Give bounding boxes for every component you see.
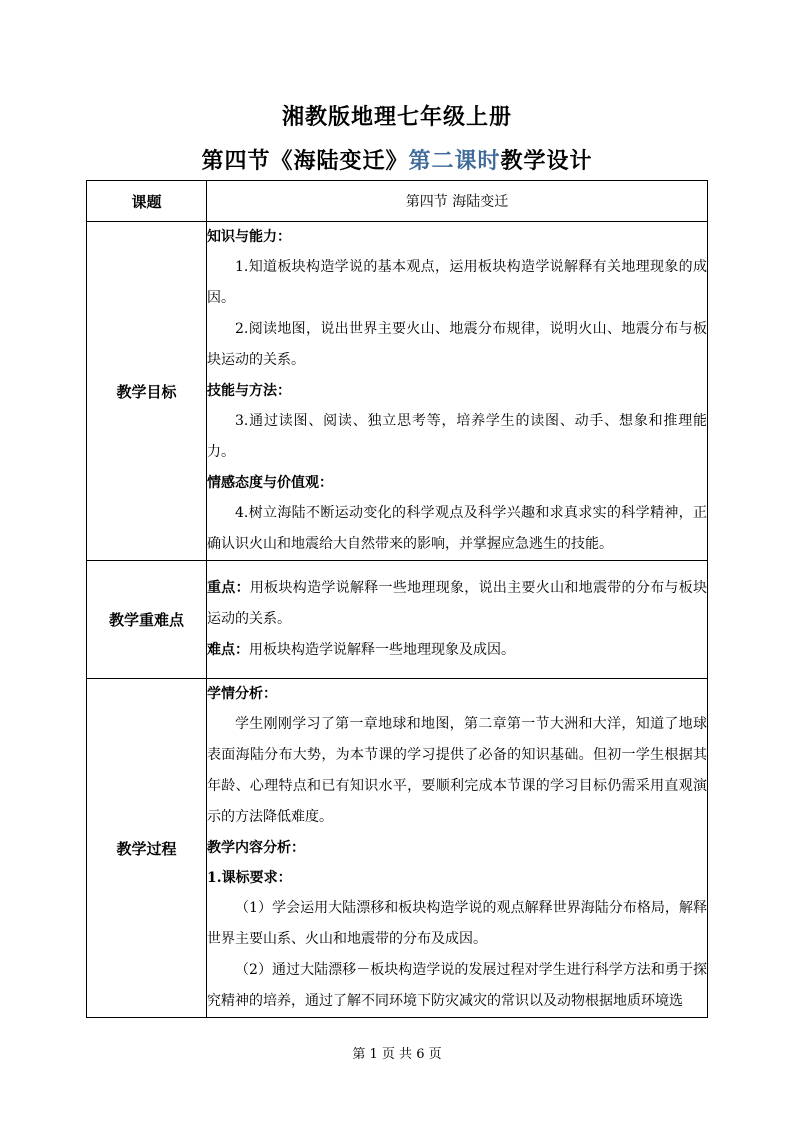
lesson-title	[0, 144, 794, 175]
key-point	[207, 573, 707, 635]
goals-heading-attitude: 情感态度与价值观：	[207, 475, 333, 491]
lesson-plan-table	[86, 180, 708, 1018]
goals-item-2: 2.阅读地图，说出世界主要火山、地震分布规律，说明火山、地震分布与板块运动的关系。	[207, 321, 707, 368]
process-label: 教学过程	[87, 679, 207, 1018]
goals-item-1: 1.知道板块构造学说的基本观点，运用板块构造学说解释有关地理现象的成因。	[207, 259, 707, 306]
process-content	[207, 679, 708, 1018]
lesson-title-part1: 第四节《海陆变迁》	[201, 148, 409, 174]
goals-heading-knowledge: 知识与能力：	[207, 229, 291, 245]
topic-value: 第四节 海陆变迁	[207, 181, 708, 222]
key-points-content	[207, 561, 708, 679]
process-heading-standards: 1.课标要求：	[207, 870, 292, 886]
topic-label: 课题	[87, 181, 207, 222]
process-heading-content: 教学内容分析：	[207, 840, 305, 856]
difficult-point-text: 用板块构造学说解释一些地理现象及成因。	[249, 642, 515, 658]
process-standard-1: （1）学会运用大陆漂移和板块构造学说的观点解释世界海陆分布格局，解释世界主要山系、火山和地震带的分布及成因。	[207, 900, 707, 947]
goals-label: 教学目标	[87, 222, 207, 561]
document-title: 湘教版地理七年级上册	[281, 104, 512, 130]
topic-row	[87, 181, 708, 222]
difficult-point	[207, 635, 707, 666]
difficult-point-label: 难点：	[207, 642, 249, 658]
goals-item-4: 4.树立海陆不断运动变化的科学观点及科学兴趣和求真求实的科学精神，正确认识火山和地震给大自然带来的影响，并掌握应急逃生的技能。	[207, 505, 707, 552]
process-students-text: 学生刚刚学习了第一章地球和地图，第二章第一节大洲和大洋，知道了地球表面海陆分布大势，为本节课的学习提供了必备的知识基础。但初一学生根据其年龄、心理特点和已有知识水平，要顺利完成本节课的学习目标仍需采用直观演示的方法降低难度。	[207, 716, 707, 825]
lesson-title-part3: 教学设计	[500, 148, 593, 174]
key-point-label: 重点：	[207, 580, 250, 596]
process-row	[87, 679, 708, 1018]
page-number: 第 1 页 共 6 页	[352, 1047, 442, 1062]
process-standard-2: （2）通过大陆漂移－板块构造学说的发展过程对学生进行科学方法和勇于探究精神的培养，通过了解不同环境下防灾减灾的常识以及动物根据地质环境选	[207, 962, 707, 1009]
key-points-label: 教学重难点	[87, 561, 207, 679]
goals-item-3: 3.通过读图、阅读、独立思考等，培养学生的读图、动手、想象和推理能力。	[207, 413, 707, 460]
goals-heading-skills: 技能与方法：	[207, 383, 291, 399]
key-point-text: 用板块构造学说解释一些地理现象，说出主要火山和地震带的分布与板块运动的关系。	[207, 580, 708, 627]
key-points-row	[87, 561, 708, 679]
goals-content	[207, 222, 708, 561]
process-heading-students: 学情分析：	[207, 686, 277, 702]
goals-row	[87, 222, 708, 561]
lesson-title-part2: 第二课时	[408, 148, 501, 174]
